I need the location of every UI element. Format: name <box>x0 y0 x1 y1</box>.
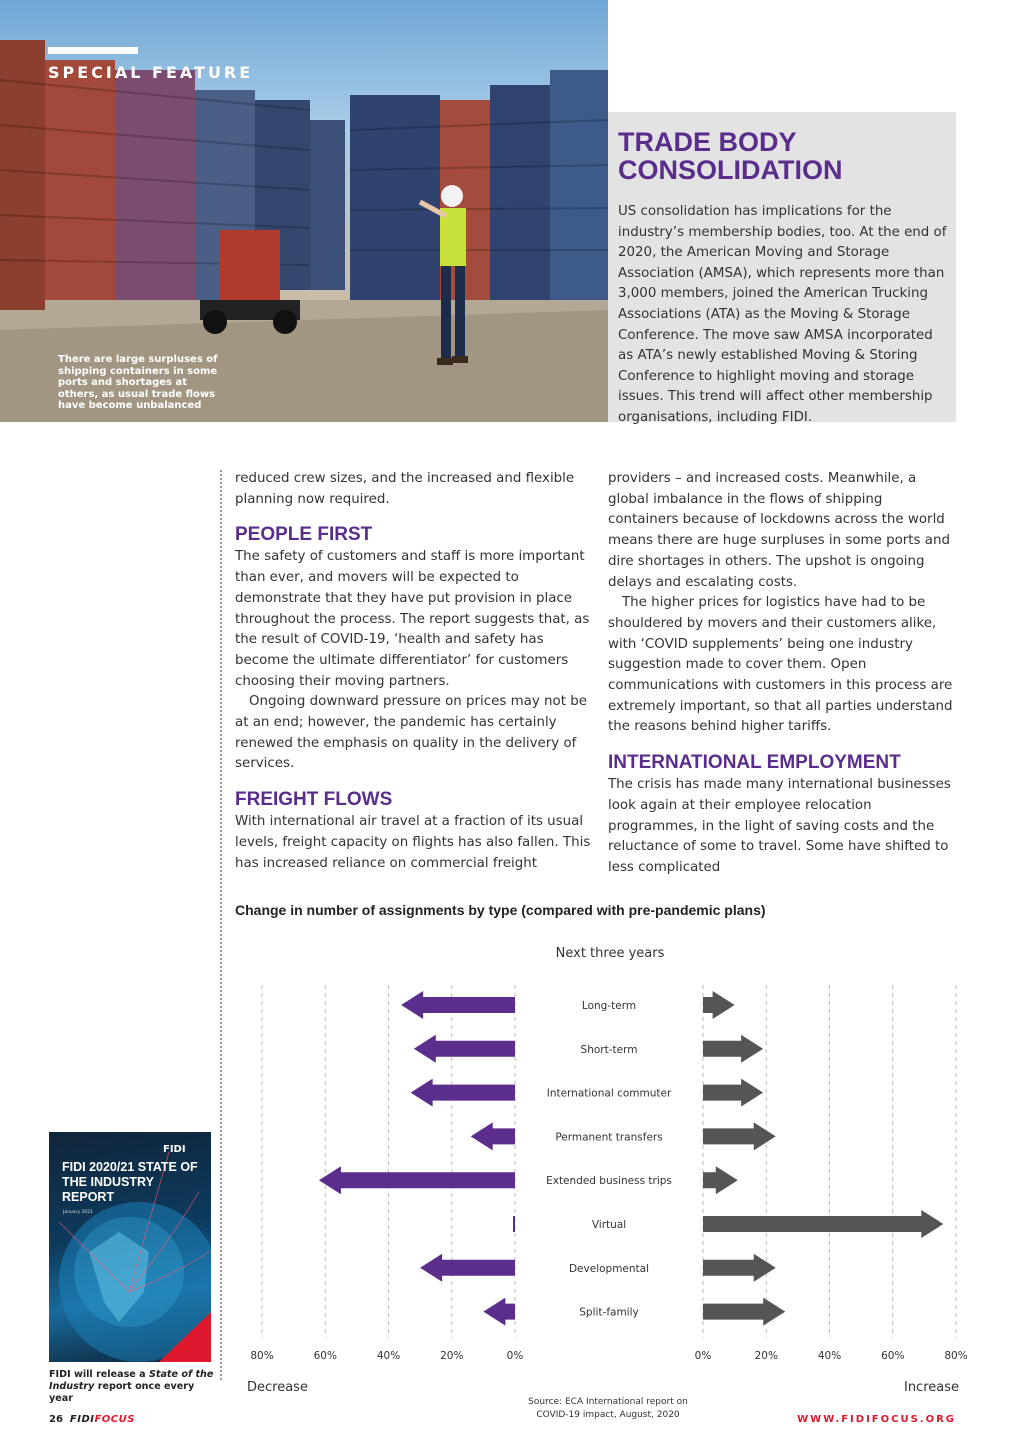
footer-page-info <box>49 1414 135 1425</box>
paragraph: providers – and increased costs. Meanwhile, a global imbalance in the flows of shipping containers because of lockdowns across the world means there are huge surpluses in some ports and dire shortages in others. The upshot is ongoing delays and escalating costs. <box>608 471 950 590</box>
decrease-bar-extended-business-trips <box>319 1166 515 1194</box>
category-label: Short-term <box>580 1043 638 1056</box>
report-date: January 2021 <box>63 1210 93 1215</box>
category-label: Permanent transfers <box>555 1131 663 1144</box>
increase-bar-long-term <box>703 991 735 1019</box>
paragraph: Ongoing downward pressure on prices may not be at an end; however, the pandemic has certainly renewed the emphasis on quality in the delivery of services. <box>235 694 587 772</box>
report-title: FIDI 2020/21 STATE OF THE INDUSTRY REPORT <box>62 1160 198 1204</box>
category-label: Developmental <box>568 1262 650 1275</box>
heading-international-employment: INTERNATIONAL EMPLOYMENT <box>608 752 901 774</box>
paragraph: reduced crew sizes, and the increased and flexible planning now required. <box>235 471 575 507</box>
category-label: International commuter <box>546 1087 672 1100</box>
increase-bar-virtual <box>703 1210 943 1238</box>
chart-subtitle: Next three years <box>555 946 665 961</box>
category-label: Virtual <box>591 1219 627 1231</box>
assignments-chart <box>230 930 990 1420</box>
x-tick-label: 80% <box>944 1350 968 1362</box>
increase-bar-short-term <box>703 1035 763 1063</box>
paragraph: With international air travel at a fraction of its usual levels, freight capacity on flights has also fallen. This has increased reliance on commercial freight <box>235 814 591 871</box>
decrease-bar-developmental <box>420 1254 515 1282</box>
paragraph: The higher prices for logistics have had to be shouldered by movers and their customers alike, with ‘COVID supplements’ being one industry suggestion made to cover them. Open communications with customers in this process are extremely important, so that all parties understand the reasons behind higher tariffs. <box>608 595 953 735</box>
article-column-right <box>608 469 956 879</box>
x-tick-label: 20% <box>754 1350 778 1362</box>
column-divider <box>220 470 222 1380</box>
x-tick-label: 0% <box>506 1350 524 1362</box>
chart-title: Change in number of assignments by type (compared with pre-pandemic plans) <box>235 902 766 918</box>
decrease-bar-short-term <box>414 1035 515 1063</box>
chart-source: COVID-19 impact, August, 2020 <box>536 1410 680 1420</box>
sidebar-body: US consolidation has implications for the industry’s membership bodies, too. At the end of 2020, the American Moving and Storage Association (AMSA), which represents more than 3,000 members, joined the American Trucking Associations (ATA) as the Moving & Storage Conference. The move saw AMSA incorporated as ATA’s newly established Moving & Storing Conference to highlight moving and storage issues. This trend will affect other membership organisations, including FIDI. <box>618 204 947 425</box>
paragraph: The safety of customers and staff is more important than ever, and movers will be expected to demonstrate that they have put provision in place throughout the process. The report suggests that, as the result of COVID-19, ‘health and safety has become the ultimate differentiator’ for customers choosing their moving partners. <box>235 549 590 689</box>
category-label: Long-term <box>581 1000 637 1012</box>
brand-fidi: FIDI <box>69 1414 95 1425</box>
paragraph: The crisis has made many international businesses look again at their employee relocation programmes, in the light of saving costs and the reluctance of some to travel. Some have shifted to less complicated <box>608 777 951 875</box>
heading-freight-flows: FREIGHT FLOWS <box>235 789 393 811</box>
report-logo: FIDI <box>163 1144 186 1155</box>
x-tick-label: 0% <box>694 1350 712 1362</box>
x-tick-label: 60% <box>313 1350 337 1362</box>
x-tick-label: 60% <box>881 1350 905 1362</box>
brand-focus: FOCUS <box>94 1414 135 1425</box>
page-number: 26 <box>49 1414 63 1425</box>
footer-website-link[interactable]: WWW.FIDIFOCUS.ORG <box>797 1414 956 1425</box>
decrease-bar-long-term <box>401 991 515 1019</box>
increase-label: Increase <box>903 1380 959 1395</box>
heading-people-first: PEOPLE FIRST <box>235 524 373 546</box>
category-label: Split-family <box>579 1306 639 1319</box>
decrease-bar-split-family <box>483 1298 515 1326</box>
x-tick-label: 40% <box>817 1350 842 1362</box>
category-label: Extended business trips <box>546 1175 672 1188</box>
decrease-bar-virtual <box>513 1216 515 1232</box>
photo-caption: There are large surpluses of shipping containers in some ports and shortages at others, as usual trade flows have become unbalanced <box>58 354 218 411</box>
sidebar-title: TRADE BODY CONSOLIDATION <box>618 127 843 185</box>
decrease-bar-permanent-transfers <box>471 1122 515 1150</box>
section-label: SPECIAL FEATURE <box>48 63 254 82</box>
increase-bar-developmental <box>703 1254 776 1282</box>
section-label-bar <box>48 47 138 54</box>
increase-bar-extended-business-trips <box>703 1166 738 1194</box>
report-caption: FIDI will release a State of the Industry report once every year <box>49 1369 214 1404</box>
article-column-left <box>235 469 591 874</box>
increase-bar-permanent-transfers <box>703 1122 776 1150</box>
x-tick-label: 40% <box>376 1350 401 1362</box>
decrease-label: Decrease <box>247 1380 308 1395</box>
x-tick-label: 80% <box>250 1350 274 1362</box>
x-tick-label: 20% <box>440 1350 464 1362</box>
chart-source: Source: ECA International report on <box>528 1397 688 1407</box>
increase-bar-split-family <box>703 1298 785 1326</box>
increase-bar-international-commuter <box>703 1079 763 1107</box>
decrease-bar-international-commuter <box>411 1079 515 1107</box>
